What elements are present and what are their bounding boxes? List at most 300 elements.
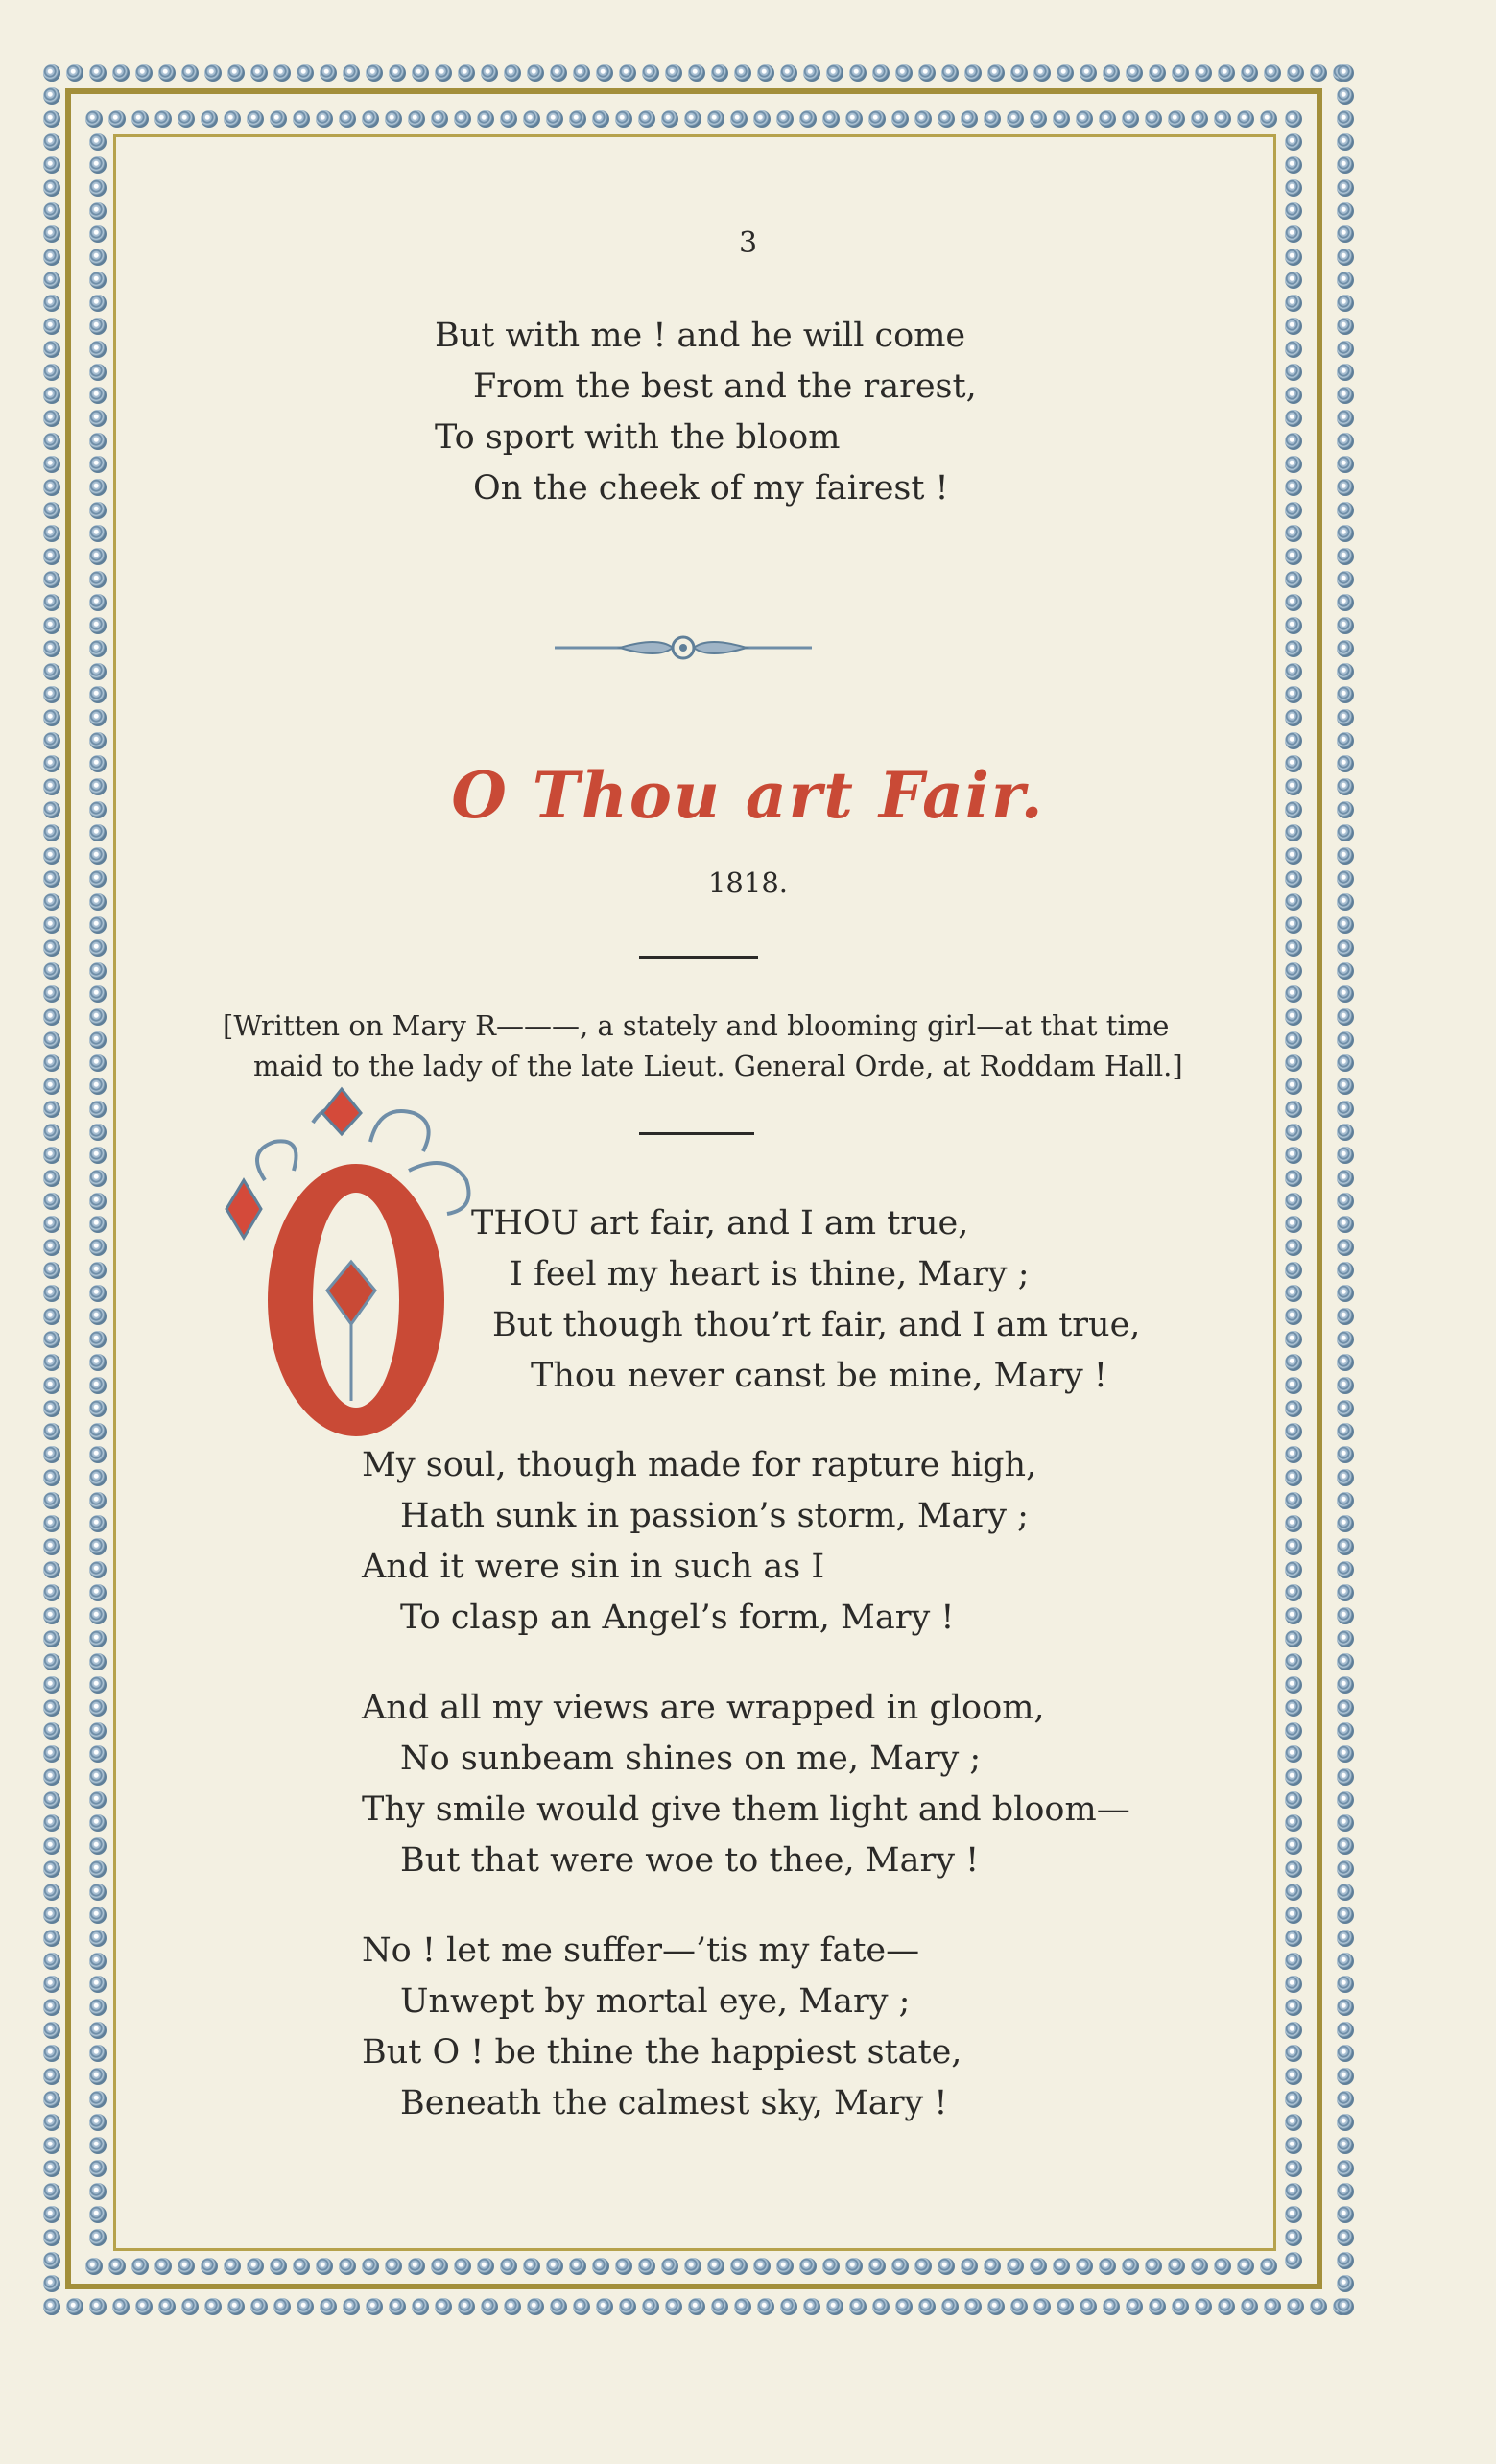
border-bead [1285, 1216, 1302, 1233]
border-bead [1030, 2258, 1047, 2275]
border-bead [181, 64, 199, 82]
border-bead [43, 1676, 60, 1694]
border-bead [1337, 1791, 1354, 1809]
border-bead [1285, 594, 1302, 611]
inner-bead-border-right [1282, 107, 1305, 2278]
border-bead [454, 2258, 471, 2275]
border-bead [776, 110, 794, 128]
border-bead [1337, 571, 1354, 588]
border-bead [1337, 2114, 1354, 2131]
border-bead [178, 2258, 195, 2275]
border-bead [43, 985, 60, 1003]
border-bead [89, 318, 107, 335]
border-bead [1218, 64, 1235, 82]
border-bead [1337, 2206, 1354, 2223]
border-bead [1285, 1331, 1302, 1348]
border-bead [1337, 2275, 1354, 2292]
border-bead [642, 2298, 659, 2315]
border-bead [799, 110, 817, 128]
border-bead [1285, 341, 1302, 358]
border-bead [987, 64, 1005, 82]
border-bead [1337, 1561, 1354, 1578]
border-bead [89, 2183, 107, 2200]
border-bead [43, 1930, 60, 1947]
border-bead [43, 1561, 60, 1578]
border-bead [1285, 1584, 1302, 1601]
border-bead [43, 1884, 60, 1901]
border-bead [707, 110, 724, 128]
border-bead [135, 2298, 153, 2315]
border-bead [43, 525, 60, 542]
border-bead [941, 2298, 959, 2315]
poem-title: O Thou art Fair. [451, 758, 1045, 833]
border-bead [112, 64, 130, 82]
border-bead [89, 2091, 107, 2108]
border-bead [89, 1791, 107, 1809]
border-bead [43, 133, 60, 151]
border-bead [89, 1515, 107, 1532]
border-bead [1285, 1400, 1302, 1417]
border-bead [938, 2258, 955, 2275]
border-bead [849, 2298, 867, 2315]
border-bead [43, 410, 60, 427]
border-bead [1337, 1930, 1354, 1947]
border-bead [573, 64, 590, 82]
border-bead [89, 387, 107, 404]
stanza-2 [362, 1440, 1036, 1644]
border-bead [550, 64, 567, 82]
border-bead [1285, 387, 1302, 404]
border-bead [43, 2114, 60, 2131]
border-bead [753, 110, 771, 128]
border-bead [1260, 110, 1277, 128]
border-bead [43, 1630, 60, 1647]
border-bead [592, 110, 609, 128]
border-bead [1337, 179, 1354, 197]
border-bead [43, 2068, 60, 2085]
editorial-note [223, 1006, 1183, 1086]
border-bead [1285, 1953, 1302, 1970]
border-bead [89, 410, 107, 427]
border-bead [43, 318, 60, 335]
border-bead [362, 110, 379, 128]
border-bead [158, 64, 176, 82]
border-bead [43, 1400, 60, 1417]
border-bead [523, 110, 540, 128]
border-bead [477, 110, 494, 128]
border-bead [1007, 2258, 1024, 2275]
border-bead [803, 2298, 820, 2315]
ornamental-divider [553, 628, 814, 667]
border-bead [89, 594, 107, 611]
border-bead [293, 2258, 310, 2275]
border-bead [247, 110, 264, 128]
border-bead [89, 939, 107, 957]
border-bead [1285, 1124, 1302, 1141]
border-bead [1337, 1239, 1354, 1256]
border-bead [204, 2298, 222, 2315]
border-bead [89, 1999, 107, 2016]
border-bead [43, 1331, 60, 1348]
border-bead [1285, 1538, 1302, 1555]
stanza-4 [362, 1926, 962, 2129]
border-bead [43, 594, 60, 611]
border-bead [1285, 732, 1302, 749]
border-bead [984, 2258, 1001, 2275]
border-bead [964, 64, 982, 82]
border-bead [43, 179, 60, 197]
border-bead [250, 64, 268, 82]
border-bead [89, 686, 107, 703]
border-bead [1285, 2114, 1302, 2131]
border-bead [385, 110, 402, 128]
border-bead [1337, 1377, 1354, 1394]
border-bead [1285, 133, 1302, 151]
border-bead [661, 110, 678, 128]
border-bead [1337, 1976, 1354, 1993]
border-bead [1285, 1078, 1302, 1095]
border-bead [1285, 479, 1302, 496]
border-bead [89, 1054, 107, 1072]
border-bead [1285, 1423, 1302, 1440]
border-bead [131, 2258, 149, 2275]
border-bead [89, 2206, 107, 2223]
border-bead [527, 64, 544, 82]
border-bead [1337, 1745, 1354, 1763]
border-bead [1337, 1607, 1354, 1624]
border-bead [1285, 1561, 1302, 1578]
border-bead [753, 2258, 771, 2275]
border-bead [89, 916, 107, 934]
border-bead [895, 2298, 913, 2315]
border-bead [1337, 2252, 1354, 2269]
border-bead [1337, 64, 1354, 82]
border-bead [1285, 1884, 1302, 1901]
border-bead [89, 985, 107, 1003]
border-bead [89, 1722, 107, 1740]
border-bead [89, 2160, 107, 2177]
verse-line: Thou never canst be mine, Mary ! [531, 1357, 1107, 1395]
border-bead [43, 1584, 60, 1601]
border-bead [43, 1860, 60, 1878]
border-bead [43, 709, 60, 726]
border-bead [43, 1999, 60, 2016]
inner-bead-border-top [83, 107, 1301, 130]
border-bead [1172, 64, 1189, 82]
outer-bead-border-bottom [40, 2295, 1357, 2318]
border-bead [89, 364, 107, 381]
border-bead [247, 2258, 264, 2275]
border-bead [316, 110, 333, 128]
border-bead [297, 64, 314, 82]
border-bead [89, 456, 107, 473]
border-bead [1285, 1699, 1302, 1717]
border-bead [1285, 1791, 1302, 1809]
border-bead [730, 2258, 748, 2275]
border-bead [1337, 732, 1354, 749]
border-bead [89, 1930, 107, 1947]
border-bead [89, 479, 107, 496]
border-bead [89, 1469, 107, 1486]
border-bead [1076, 110, 1093, 128]
border-bead [1149, 2298, 1166, 2315]
border-bead [43, 916, 60, 934]
border-bead [89, 1239, 107, 1256]
border-bead [1033, 2298, 1051, 2315]
border-bead [1285, 847, 1302, 865]
border-bead [66, 2298, 83, 2315]
border-bead [1337, 110, 1354, 128]
border-bead [1285, 318, 1302, 335]
border-bead [43, 1768, 60, 1786]
border-bead [1285, 2137, 1302, 2154]
border-bead [1285, 1170, 1302, 1187]
border-bead [89, 1699, 107, 1717]
border-bead [43, 1907, 60, 1924]
border-bead [85, 110, 103, 128]
border-bead [43, 1699, 60, 1717]
border-bead [43, 110, 60, 128]
border-bead [1337, 1837, 1354, 1855]
border-bead [43, 1193, 60, 1210]
drop-cap-letter: O [355, 1420, 357, 1421]
border-bead [1337, 640, 1354, 657]
border-bead [66, 64, 83, 82]
border-bead [1285, 2229, 1302, 2246]
border-bead [89, 1976, 107, 1993]
border-bead [1285, 1054, 1302, 1072]
border-bead [638, 2258, 655, 2275]
inner-bead-border-bottom [83, 2255, 1301, 2278]
border-bead [734, 64, 751, 82]
border-bead [43, 87, 60, 105]
border-bead [1337, 2160, 1354, 2177]
note-rule [639, 1132, 754, 1135]
border-bead [43, 156, 60, 174]
border-bead [1337, 525, 1354, 542]
border-bead [89, 1538, 107, 1555]
border-bead [573, 2298, 590, 2315]
border-bead [1337, 1008, 1354, 1026]
border-bead [1337, 133, 1354, 151]
border-bead [1337, 202, 1354, 220]
border-bead [435, 64, 452, 82]
border-bead [707, 2258, 724, 2275]
border-bead [43, 2229, 60, 2246]
border-bead [1337, 318, 1354, 335]
border-bead [1337, 985, 1354, 1003]
border-bead [89, 341, 107, 358]
border-bead [1337, 341, 1354, 358]
border-bead [89, 571, 107, 588]
border-bead [822, 2258, 840, 2275]
border-bead [757, 64, 774, 82]
border-bead [688, 64, 705, 82]
border-bead [1285, 179, 1302, 197]
border-bead [89, 962, 107, 980]
border-bead [1285, 410, 1302, 427]
border-bead [1285, 525, 1302, 542]
poem-year: 1818. [707, 866, 789, 899]
verse-line: But that were woe to thee, Mary ! [400, 1841, 980, 1880]
border-bead [872, 64, 890, 82]
border-bead [1057, 2298, 1074, 2315]
border-bead [1264, 2298, 1281, 2315]
border-bead [43, 571, 60, 588]
border-bead [1103, 2298, 1120, 2315]
border-bead [1172, 2298, 1189, 2315]
border-bead [1337, 1860, 1354, 1878]
border-bead [201, 110, 218, 128]
border-bead [89, 1561, 107, 1578]
border-bead [339, 110, 356, 128]
border-bead [1285, 663, 1302, 680]
border-bead [89, 1170, 107, 1187]
border-bead [1195, 2298, 1212, 2315]
border-bead [43, 295, 60, 312]
border-bead [569, 110, 586, 128]
border-bead [273, 2298, 291, 2315]
border-bead [1337, 594, 1354, 611]
border-bead [85, 2258, 103, 2275]
border-bead [43, 479, 60, 496]
border-bead [89, 433, 107, 450]
border-bead [43, 1469, 60, 1486]
border-bead [89, 1008, 107, 1026]
border-bead [1237, 2258, 1254, 2275]
border-bead [366, 64, 383, 82]
border-bead [1285, 2206, 1302, 2223]
border-bead [1285, 1008, 1302, 1026]
border-bead [297, 2298, 314, 2315]
border-bead [1337, 1170, 1354, 1187]
border-bead [688, 2298, 705, 2315]
border-bead [1337, 87, 1354, 105]
border-bead [1285, 939, 1302, 957]
border-bead [1285, 1745, 1302, 1763]
illuminated-drop-cap [207, 1084, 505, 1449]
border-bead [1337, 1354, 1354, 1371]
border-bead [891, 2258, 909, 2275]
border-bead [43, 2206, 60, 2223]
border-bead [43, 1054, 60, 1072]
border-bead [1080, 64, 1097, 82]
border-bead [891, 110, 909, 128]
border-bead [43, 732, 60, 749]
verse-line: And all my views are wrapped in gloom, [362, 1689, 1045, 1727]
border-bead [684, 2258, 701, 2275]
border-bead [1285, 1285, 1302, 1302]
border-bead [43, 1515, 60, 1532]
border-bead [89, 179, 107, 197]
border-bead [178, 110, 195, 128]
border-bead [1285, 916, 1302, 934]
border-bead [1285, 1907, 1302, 1924]
border-bead [1285, 1607, 1302, 1624]
border-bead [1337, 1308, 1354, 1325]
border-bead [454, 110, 471, 128]
border-bead [619, 2298, 636, 2315]
verse-line: I feel my heart is thine, Mary ; [510, 1255, 1030, 1293]
verse-line: THOU art fair, and I am true, [471, 1204, 969, 1243]
border-bead [89, 1607, 107, 1624]
border-bead [1337, 2022, 1354, 2039]
border-bead [504, 2298, 521, 2315]
border-bead [1287, 2298, 1304, 2315]
border-bead [435, 2298, 452, 2315]
border-bead [1337, 2183, 1354, 2200]
border-bead [458, 2298, 475, 2315]
border-bead [43, 2160, 60, 2177]
outer-bead-border-top [40, 61, 1357, 84]
border-bead [43, 1031, 60, 1049]
border-bead [1337, 617, 1354, 634]
border-bead [1337, 1515, 1354, 1532]
border-bead [1285, 1239, 1302, 1256]
border-bead [1285, 548, 1302, 565]
border-bead [734, 2298, 751, 2315]
border-bead [1337, 1538, 1354, 1555]
border-bead [941, 64, 959, 82]
border-bead [89, 272, 107, 289]
border-bead [43, 456, 60, 473]
border-bead [1122, 2258, 1139, 2275]
border-bead [1285, 1469, 1302, 1486]
border-bead [527, 2298, 544, 2315]
border-bead [780, 64, 797, 82]
border-bead [270, 110, 287, 128]
border-bead [1337, 1423, 1354, 1440]
border-bead [89, 64, 107, 82]
inner-bead-border-left [86, 130, 109, 2255]
border-bead [43, 2137, 60, 2154]
border-bead [1337, 709, 1354, 726]
border-bead [1337, 1699, 1354, 1717]
border-bead [1285, 1976, 1302, 1993]
border-bead [43, 1423, 60, 1440]
border-bead [1285, 1837, 1302, 1855]
border-bead [43, 1814, 60, 1832]
border-bead [224, 110, 241, 128]
border-bead [1168, 2258, 1185, 2275]
border-bead [1191, 110, 1208, 128]
border-bead [89, 525, 107, 542]
border-bead [1053, 110, 1070, 128]
border-bead [320, 64, 337, 82]
border-bead [964, 2298, 982, 2315]
border-bead [43, 1722, 60, 1740]
border-bead [1285, 1768, 1302, 1786]
border-bead [43, 847, 60, 865]
border-bead [500, 2258, 517, 2275]
border-bead [43, 1308, 60, 1325]
border-bead [339, 2258, 356, 2275]
border-bead [43, 686, 60, 703]
border-bead [1010, 2298, 1028, 2315]
border-bead [661, 2258, 678, 2275]
border-bead [1337, 272, 1354, 289]
border-bead [1195, 64, 1212, 82]
border-bead [89, 502, 107, 519]
border-bead [1285, 1354, 1302, 1371]
border-bead [43, 2091, 60, 2108]
border-bead [1310, 64, 1327, 82]
border-bead [43, 2183, 60, 2200]
border-bead [89, 2229, 107, 2246]
border-bead [1337, 1492, 1354, 1509]
stanza-3 [362, 1683, 1130, 1886]
border-bead [89, 1031, 107, 1049]
